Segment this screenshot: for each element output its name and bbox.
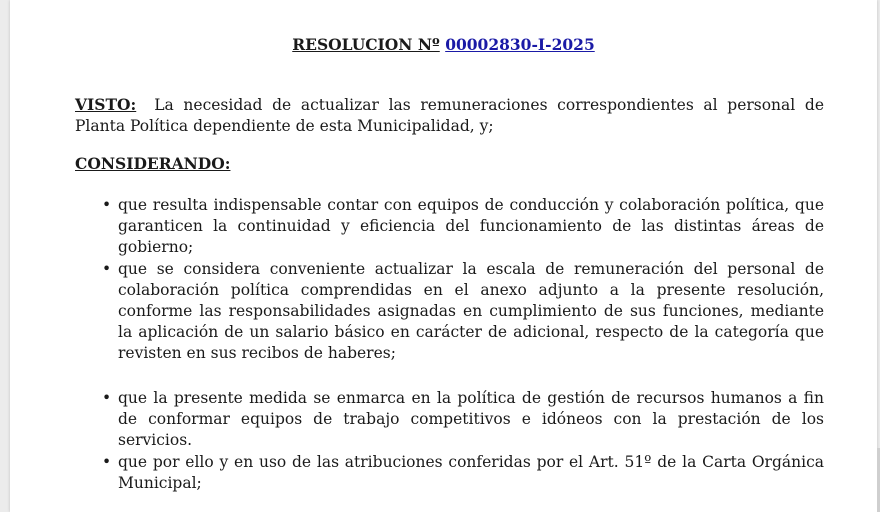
list-item-text: que por ello y en uso de las atribuciones conferidas por el Art. 51º de la Carta Orgánica Municipal; — [118, 453, 824, 492]
bullet-icon: • — [102, 260, 112, 278]
resolution-number: 00002830-I-2025 — [445, 35, 595, 54]
visto-text: La necesidad de actualizar las remuneraciones correspondientes al personal de Planta Política dependiente de esta Municipalidad, y; — [75, 96, 824, 135]
list-item-text: que se considera conveniente actualizar la escala de remuneración del personal de colaboración política comprendidas en el anexo adjunto a la presente resolución, conforme las responsabilidades asignadas en cumplimiento de sus funciones, mediante la aplicación de un salario básico en carácter de adicional, respecto de la categoría que revisten en sus recibos de haberes; — [118, 260, 824, 362]
resolution-title — [10, 35, 877, 54]
bullet-icon: • — [102, 453, 112, 471]
visto-paragraph — [75, 94, 824, 137]
document-page — [10, 0, 877, 512]
bullet-icon: • — [102, 196, 112, 214]
visto-heading: VISTO: — [75, 95, 137, 114]
resolution-title-label: RESOLUCION Nº — [292, 35, 440, 54]
considerando-heading: CONSIDERANDO: — [75, 154, 231, 173]
bullet-icon: • — [102, 389, 112, 407]
list-item-text: que resulta indispensable contar con equipos de conducción y colaboración política, que garanticen la continuidad y eficiencia del funcionamiento de las distintas áreas de gobierno; — [118, 196, 824, 256]
list-item-text: que la presente medida se enmarca en la política de gestión de recursos humanos a fin de conformar equipos de trabajo competitivos e idóneos con la prestación de los servicios. — [118, 389, 824, 449]
